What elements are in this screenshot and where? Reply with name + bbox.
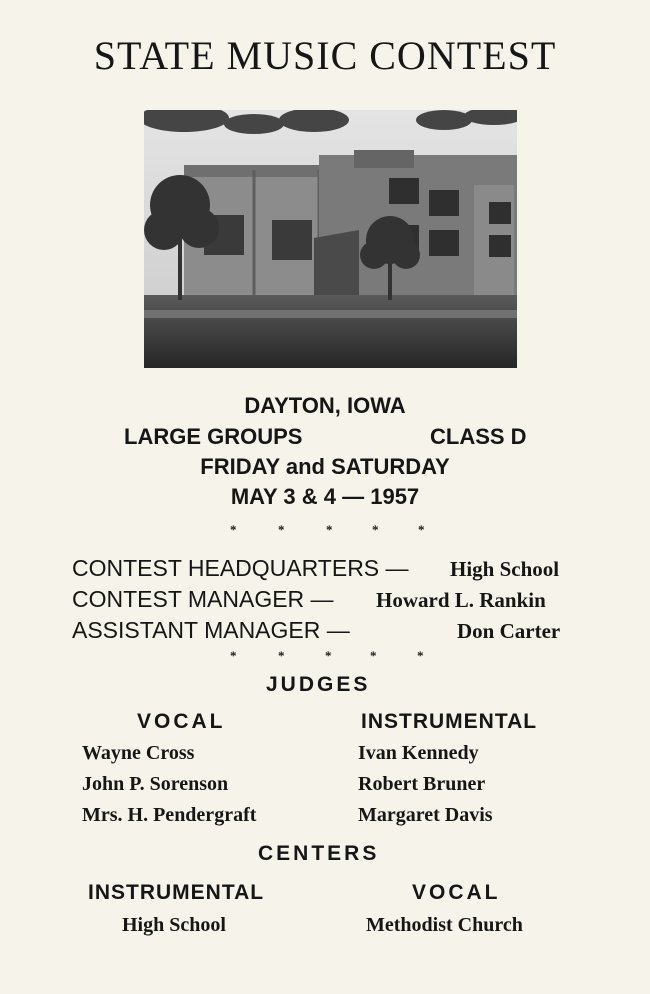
- event-location: DAYTON, IOWA: [244, 393, 406, 418]
- manager-label: CONTEST MANAGER —: [72, 586, 334, 612]
- school-building-photo: [144, 110, 517, 368]
- separator-star: *: [326, 522, 333, 537]
- separator-star: *: [372, 522, 379, 537]
- separator-star: *: [278, 522, 285, 537]
- centers-vocal-heading: VOCAL: [412, 881, 501, 904]
- vocal-judge: Wayne Cross: [82, 742, 195, 764]
- vocal-judge: Mrs. H. Pendergraft: [82, 804, 257, 826]
- judges-vocal-heading: VOCAL: [137, 710, 226, 733]
- event-groups: LARGE GROUPS: [124, 424, 303, 449]
- separator-star: *: [370, 648, 377, 663]
- headquarters-label: CONTEST HEADQUARTERS —: [72, 555, 409, 581]
- instrumental-judge: Margaret Davis: [358, 804, 493, 826]
- separator-star: *: [230, 648, 237, 663]
- vocal-center: Methodist Church: [366, 914, 523, 936]
- event-class: CLASS D: [430, 424, 527, 449]
- assistant-value: Don Carter: [457, 619, 561, 643]
- event-days: FRIDAY and SATURDAY: [200, 454, 450, 479]
- separator-star: *: [230, 522, 237, 537]
- instrumental-center: High School: [122, 914, 226, 936]
- assistant-label: ASSISTANT MANAGER —: [72, 617, 350, 643]
- page-title: STATE MUSIC CONTEST: [93, 33, 557, 78]
- instrumental-judge: Ivan Kennedy: [358, 742, 479, 764]
- event-dates: MAY 3 & 4 — 1957: [230, 484, 420, 509]
- judges-instrumental-heading: INSTRUMENTAL: [361, 710, 538, 733]
- headquarters-value: High School: [450, 557, 560, 581]
- centers-heading: CENTERS: [258, 842, 380, 865]
- manager-value: Howard L. Rankin: [376, 588, 546, 612]
- judges-heading: JUDGES: [266, 673, 371, 696]
- instrumental-judge: Robert Bruner: [358, 773, 486, 795]
- centers-instrumental-heading: INSTRUMENTAL: [88, 881, 265, 904]
- separator-star: *: [418, 522, 425, 537]
- separator-star: *: [278, 648, 285, 663]
- vocal-judge: John P. Sorenson: [82, 773, 229, 795]
- separator-star: *: [325, 648, 332, 663]
- separator-star: *: [417, 648, 424, 663]
